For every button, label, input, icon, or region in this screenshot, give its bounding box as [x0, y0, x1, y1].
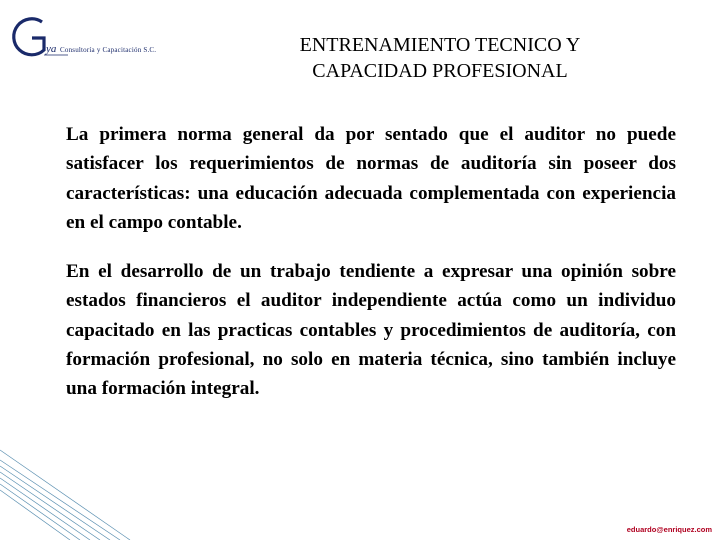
paragraph: En el desarrollo de un trabajo tendiente a expresar una opinión sobre estados financieros el auditor independiente actúa como un individuo capacitado en las practicas contables y procedimientos de auditoría, con formación profesional, no solo en materia técnica, sino también incluye una formación integral. [66, 261, 676, 400]
company-logo [8, 12, 178, 64]
body-text [66, 120, 676, 424]
title-line-1: ENTRENAMIENTO TECNICO Y [299, 34, 581, 56]
logo-tagline: Consultoría y Capacitación S.C. [60, 46, 157, 54]
paragraph: La primera norma general da por sentado que el auditor no puede satisfacer los requerimientos de normas de auditoría sin poseer dos características: una educación adecuada complementada con experiencia en el campo contable. [66, 124, 676, 233]
title-line-2: CAPACIDAD PROFESIONAL [312, 60, 568, 82]
footer-email: eduardo@enriquez.com [626, 525, 712, 534]
slide-title [230, 32, 650, 84]
logo-mark-icon [8, 12, 68, 64]
corner-decoration [0, 440, 140, 540]
svg-text:ya: ya [46, 43, 57, 55]
